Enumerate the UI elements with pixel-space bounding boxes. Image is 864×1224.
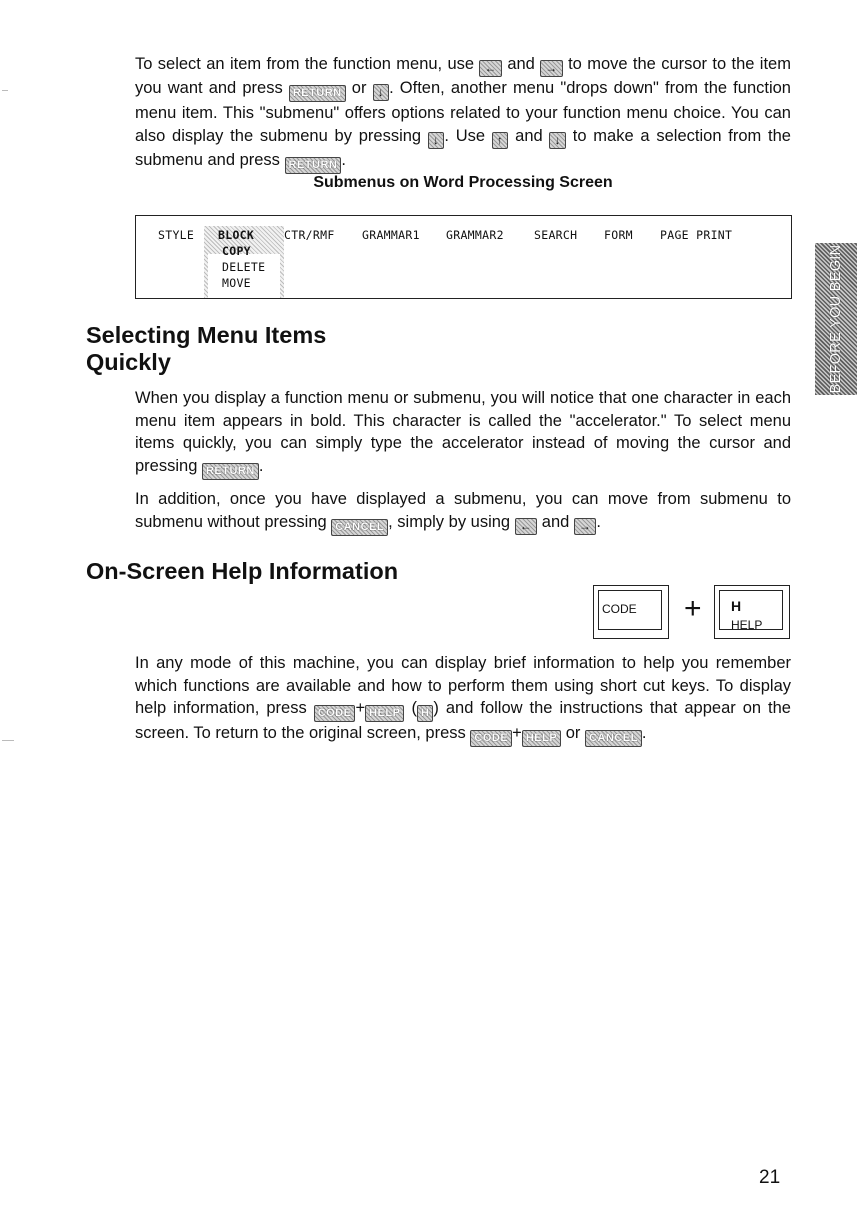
figure-caption: Submenus on Word Processing Screen: [313, 174, 613, 191]
help-paragraph: [135, 652, 791, 747]
text: +: [355, 699, 366, 718]
cancel-key-icon: CANCEL: [331, 519, 388, 536]
text: .: [641, 724, 647, 743]
left-arrow-key-icon: ←: [515, 518, 538, 535]
menu-item-style: STYLE: [158, 228, 195, 242]
menu-item-grammar1: GRAMMAR1: [362, 228, 420, 242]
text: to move the cursor to the item you want and press: [135, 55, 791, 97]
help-key-icon: HELP: [365, 705, 404, 722]
menu-item-grammar2: GRAMMAR2: [446, 228, 504, 242]
screen-mockup: [135, 215, 792, 299]
page-number: 21: [759, 1167, 781, 1188]
return-key-icon: RETURN: [285, 157, 342, 174]
menu-item-search: SEARCH: [534, 228, 578, 242]
submenu-item-delete: DELETE: [222, 260, 266, 274]
down-arrow-key-icon: ↓: [373, 84, 390, 101]
heading-on-screen-help: On-Screen Help Information: [86, 558, 399, 584]
code-key-icon: CODE: [470, 730, 512, 747]
help-key-icon: [714, 585, 790, 639]
text: .: [341, 150, 346, 169]
menu-item-block: BLOCK: [218, 228, 255, 242]
cancel-key-icon: CANCEL: [585, 730, 642, 747]
left-arrow-key-icon: ←: [479, 60, 502, 77]
code-key-label: CODE: [602, 602, 637, 616]
text: ) and follow the instructions that appear on the screen. To return to the original screen, press: [135, 699, 791, 743]
text: or: [351, 79, 367, 97]
accelerator-paragraph: [135, 387, 791, 480]
text: or: [565, 724, 581, 743]
menu-item-ctr-rmf: CTR/RMF: [284, 228, 335, 242]
code-key-icon: CODE: [314, 705, 356, 722]
text: and: [507, 55, 535, 73]
text: . Use: [444, 126, 486, 145]
text: and: [515, 126, 543, 145]
menu-item-form: FORM: [604, 228, 633, 242]
text: and: [541, 512, 570, 531]
text: In any mode of this machine, you can display brief information to help you remember which functions are available and how to perform them using short cut keys. To display help information, press: [135, 654, 791, 718]
text: When you display a function menu or submenu, you will notice that one character in each menu item appears in bold. This character is called the "accelerator." To select menu items quickly, you can simply type the accelerator instead of moving the cursor and pressing: [135, 389, 791, 475]
margin-mark: [2, 90, 8, 91]
text: .: [596, 512, 602, 531]
code-key-icon: [593, 585, 669, 639]
text: , simply by using: [388, 512, 511, 531]
text: to make a selection from the submenu and press: [135, 126, 791, 169]
margin-mark: [2, 740, 14, 741]
submenu-navigation-paragraph: [135, 488, 791, 536]
down-arrow-key-icon: ↓: [428, 132, 445, 149]
return-key-icon: RETURN: [289, 85, 346, 102]
text: .: [258, 456, 264, 475]
help-key-icon: HELP: [522, 730, 561, 747]
heading-selecting-menu-items: Selecting Menu Items Quickly: [86, 322, 327, 375]
return-key-icon: RETURN: [202, 463, 259, 480]
help-key-label: HELP: [731, 618, 763, 632]
text: . Often, another menu "drops down" from the function menu item. This "submenu" offers options related to your function menu choice. You can also display the submenu by pressing: [135, 79, 791, 145]
text: In addition, once you have displayed a submenu, you can move from submenu to submenu without pressing: [135, 490, 791, 531]
right-arrow-key-icon: →: [574, 518, 597, 535]
section-tab-label: BEFORE YOU BEGIN: [828, 244, 844, 394]
h-key-icon: H: [417, 705, 433, 722]
h-key-label: H: [731, 598, 742, 614]
plus-sign: +: [684, 592, 702, 625]
right-arrow-key-icon: →: [540, 60, 563, 77]
text: (: [411, 699, 417, 718]
menu-item-page-print: PAGE PRINT: [660, 228, 733, 242]
submenu-item-move: MOVE: [222, 276, 251, 290]
section-tab: [815, 243, 857, 395]
up-arrow-key-icon: ↑: [492, 132, 509, 149]
text: To select an item from the function menu, use: [135, 55, 475, 73]
submenu-item-copy: COPY: [222, 244, 251, 258]
intro-paragraph: [135, 53, 791, 174]
down-arrow-key-icon: ↓: [549, 132, 566, 149]
text: +: [512, 724, 522, 743]
